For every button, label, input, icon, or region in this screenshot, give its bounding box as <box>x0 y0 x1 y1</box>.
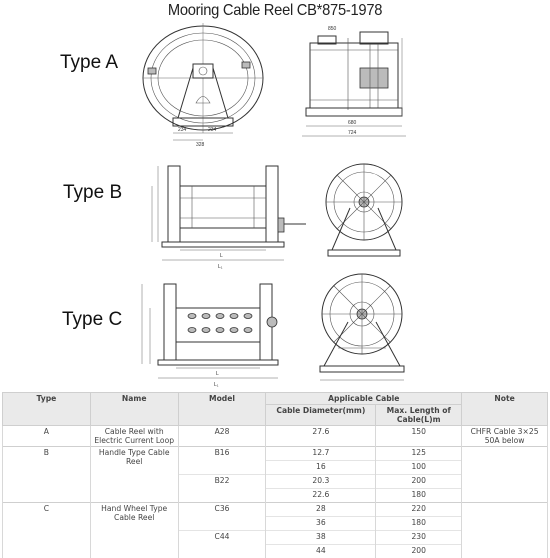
cell-diameter: 16 <box>266 461 376 475</box>
cell-diameter: 38 <box>266 531 376 545</box>
cell-length: 200 <box>376 475 462 489</box>
cell-name: Cable Reel with Electric Current Loop <box>90 426 178 447</box>
cell-diameter: 44 <box>266 545 376 558</box>
cell-model: C36 <box>178 503 266 531</box>
svg-text:234: 234 <box>208 127 217 133</box>
type-b-side-drawing <box>150 158 310 270</box>
cell-length: 230 <box>376 531 462 545</box>
cell-model: B22 <box>178 475 266 503</box>
type-b-front-drawing <box>322 160 410 268</box>
header-type: Type <box>3 393 91 426</box>
page-title: Mooring Cable Reel CB*875-1978 <box>22 2 528 20</box>
cell-length: 125 <box>376 447 462 461</box>
cell-length: 200 <box>376 545 462 558</box>
cell-length: 220 <box>376 503 462 517</box>
cell-model: B16 <box>178 447 266 475</box>
type-c-front-drawing <box>312 268 412 390</box>
cell-note: CHFR Cable 3×25 50A below <box>462 426 548 447</box>
type-a-front-drawing <box>138 18 268 148</box>
cell-length: 180 <box>376 489 462 503</box>
svg-text:850: 850 <box>328 26 337 32</box>
svg-text:L: L <box>220 253 223 259</box>
svg-text:234: 234 <box>178 127 187 133</box>
cell-length: 150 <box>376 426 462 447</box>
cell-diameter: 22.6 <box>266 489 376 503</box>
cell-model: C44 <box>178 531 266 558</box>
type-a-label: Type A <box>60 52 118 74</box>
type-c-side-drawing <box>132 272 300 390</box>
cell-diameter: 36 <box>266 517 376 531</box>
header-name: Name <box>90 393 178 426</box>
spec-table <box>2 392 548 558</box>
type-b-label: Type B <box>63 182 122 204</box>
svg-text:680: 680 <box>348 120 357 126</box>
svg-text:328: 328 <box>196 142 205 148</box>
cell-note <box>462 447 548 503</box>
header-model: Model <box>178 393 266 426</box>
cell-diameter: 28 <box>266 503 376 517</box>
header-max-length: Max. Length of Cable(L)m <box>376 405 462 426</box>
cell-diameter: 27.6 <box>266 426 376 447</box>
cell-diameter: 12.7 <box>266 447 376 461</box>
cell-length: 100 <box>376 461 462 475</box>
header-applicable-cable: Applicable Cable <box>266 393 462 405</box>
cell-type: B <box>3 447 91 503</box>
table-row <box>3 426 548 447</box>
type-a-side-drawing <box>298 18 408 148</box>
svg-text:L₁: L₁ <box>214 382 219 388</box>
cell-type: C <box>3 503 91 558</box>
svg-text:L: L <box>216 371 219 377</box>
cell-type: A <box>3 426 91 447</box>
cell-length: 180 <box>376 517 462 531</box>
table-row <box>3 503 548 517</box>
type-c-label: Type C <box>62 309 122 331</box>
svg-text:724: 724 <box>348 130 357 136</box>
cell-name: Hand Wheel Type Cable Reel <box>90 503 178 558</box>
cell-name: Handle Type Cable Reel <box>90 447 178 503</box>
cell-diameter: 20.3 <box>266 475 376 489</box>
svg-text:L₁: L₁ <box>218 264 223 270</box>
cell-model: A28 <box>178 426 266 447</box>
header-cable-diameter: Cable Diameter(mm) <box>266 405 376 426</box>
header-note: Note <box>462 393 548 426</box>
table-row <box>3 447 548 461</box>
